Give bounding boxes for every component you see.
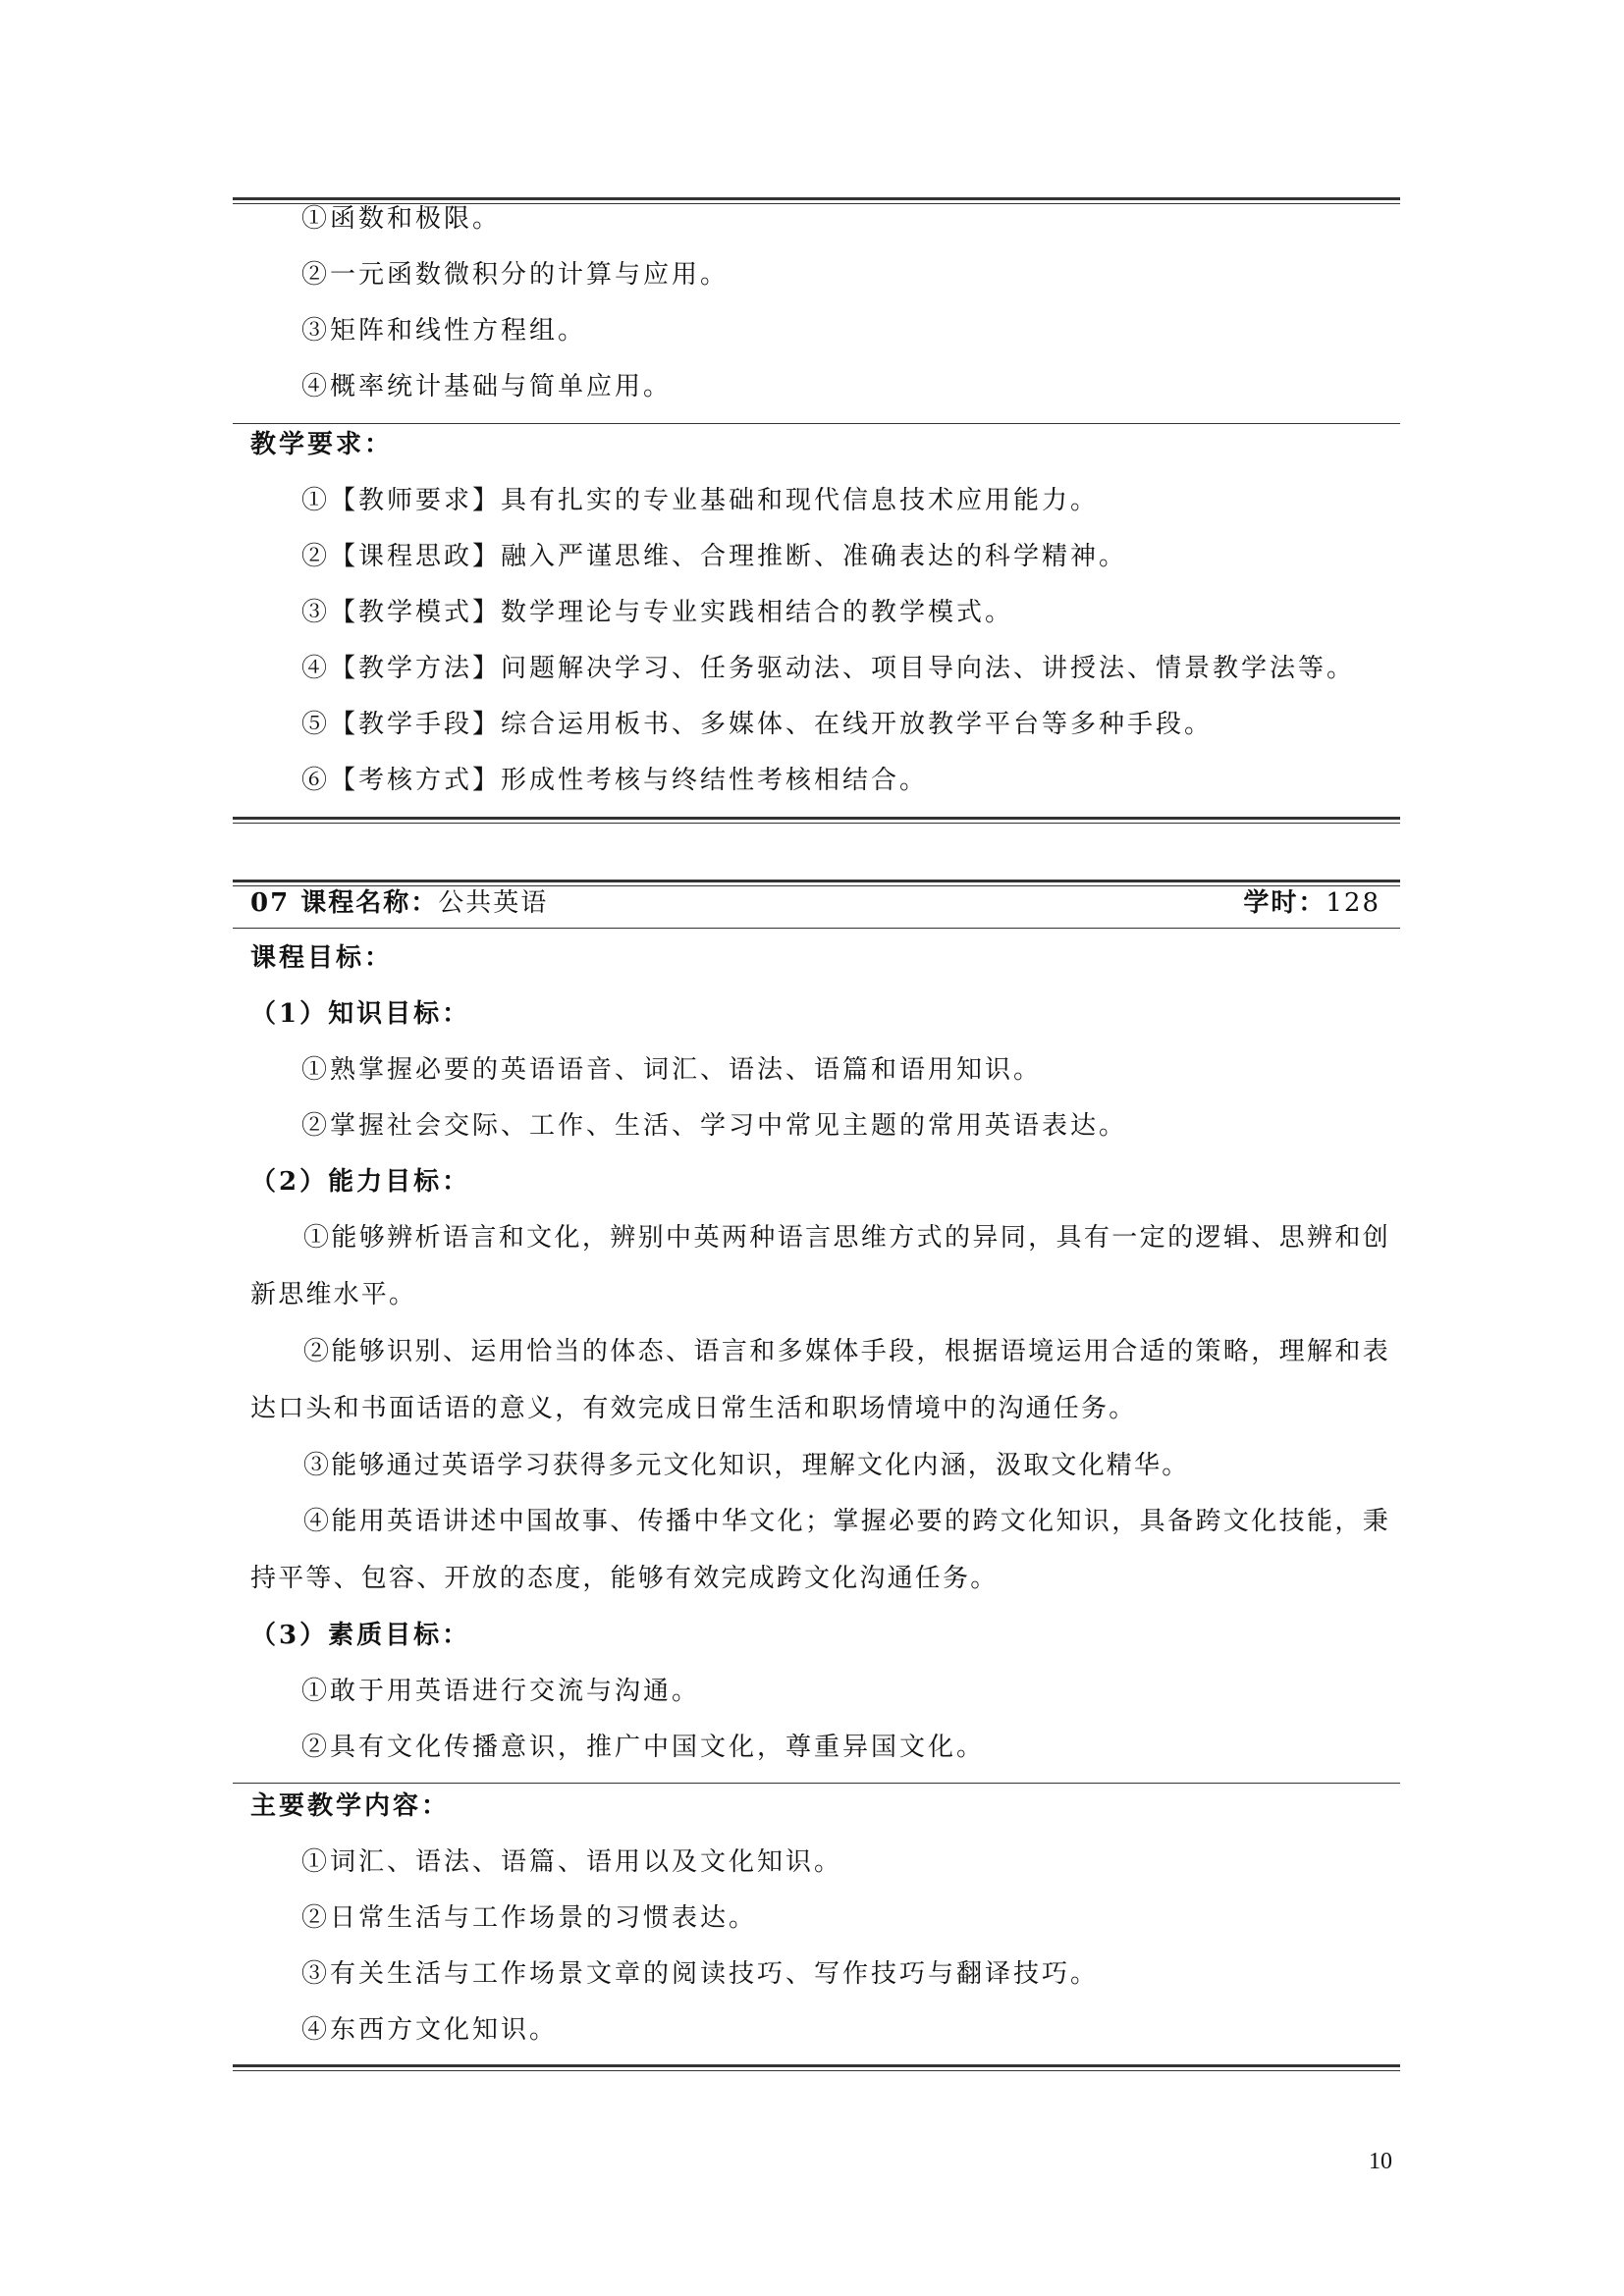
course-hours: 128 [1326, 888, 1380, 918]
course-header [233, 886, 1400, 922]
quality-heading: （3）素质目标： [250, 1621, 471, 1650]
course-header-row [250, 886, 1380, 920]
knowledge-item: ①熟掌握必要的英语语音、词汇、语法、语篇和语用知识。 [301, 1055, 1043, 1085]
requirement-item: ①【教师要求】具有扎实的专业基础和现代信息技术应用能力。 [301, 486, 1100, 515]
content-items-section [233, 202, 1400, 420]
course-header-divider [233, 928, 1400, 929]
ability-item: ①能够辨析语言和文化，辨别中英两种语言思维方式的异同，具有一定的逻辑、思辨和创新思维水平。 [250, 1223, 1390, 1309]
quality-item: ①敢于用英语进行交流与沟通。 [301, 1677, 701, 1706]
teaching-requirements-section [233, 428, 1400, 801]
bottom-double-rule [233, 817, 1400, 824]
knowledge-item: ②掌握社会交际、工作、生活、学习中常见主题的常用英语表达。 [301, 1111, 1128, 1141]
page-number: 10 [1369, 2149, 1392, 2174]
content-item: ④概率统计基础与简单应用。 [301, 372, 673, 401]
section-divider [233, 423, 1400, 424]
course-name-group [250, 886, 548, 920]
ability-item: ④能用英语讲述中国故事、传播中华文化；掌握必要的跨文化知识，具备跨文化技能，秉持平等、包容、开放的态度，能够有效完成跨文化沟通任务。 [250, 1507, 1390, 1593]
main-content-section [233, 1789, 1400, 2055]
main-content-heading: 主要教学内容： [250, 1791, 451, 1821]
requirement-item: ⑥【考核方式】形成性考核与终结性考核相结合。 [301, 766, 929, 795]
ability-heading: （2）能力目标： [250, 1167, 471, 1197]
requirement-item: ③【教学模式】数学理论与专业实践相结合的教学模式。 [301, 598, 1014, 627]
objectives-heading: 课程目标： [250, 943, 394, 973]
course-hours-label: 学时： [1243, 888, 1326, 918]
main-content-item: ①词汇、语法、语篇、语用以及文化知识。 [301, 1847, 843, 1877]
requirement-item: ⑤【教学手段】综合运用板书、多媒体、在线开放教学平台等多种手段。 [301, 710, 1214, 739]
requirement-item: ②【课程思政】融入严谨思维、合理推断、准确表达的科学精神。 [301, 542, 1128, 571]
course-hours-group [1243, 886, 1380, 920]
course-objectives-section [233, 941, 1400, 1776]
quality-item: ②具有文化传播意识，推广中国文化，尊重异国文化。 [301, 1733, 986, 1762]
main-content-item: ③有关生活与工作场景文章的阅读技巧、写作技巧与翻译技巧。 [301, 1959, 1100, 1989]
knowledge-heading: （1）知识目标： [250, 999, 471, 1029]
course-top-double-rule [233, 880, 1400, 886]
content-item: ②一元函数微积分的计算与应用。 [301, 260, 730, 290]
content-item: ③矩阵和线性方程组。 [301, 316, 587, 346]
course-number-label: 07 课程名称： [250, 888, 439, 918]
ability-item: ③能够通过英语学习获得多元文化知识，理解文化内涵，汲取文化精华。 [303, 1451, 1190, 1480]
requirement-item: ④【教学方法】问题解决学习、任务驱动法、项目导向法、讲授法、情景教学法等。 [301, 654, 1356, 683]
main-content-item: ④东西方文化知识。 [301, 2015, 559, 2045]
teaching-requirements-heading: 教学要求： [250, 430, 394, 459]
main-content-item: ②日常生活与工作场景的习惯表达。 [301, 1903, 758, 1933]
ability-item: ②能够识别、运用恰当的体态、语言和多媒体手段，根据语境运用合适的策略，理解和表达口头和书面话语的意义，有效完成日常生活和职场情境中的沟通任务。 [250, 1337, 1390, 1423]
course-name: 公共英语 [438, 888, 549, 918]
course-bottom-double-rule [233, 2064, 1400, 2071]
content-item: ①函数和极限。 [301, 204, 502, 234]
main-content-divider [233, 1783, 1400, 1784]
